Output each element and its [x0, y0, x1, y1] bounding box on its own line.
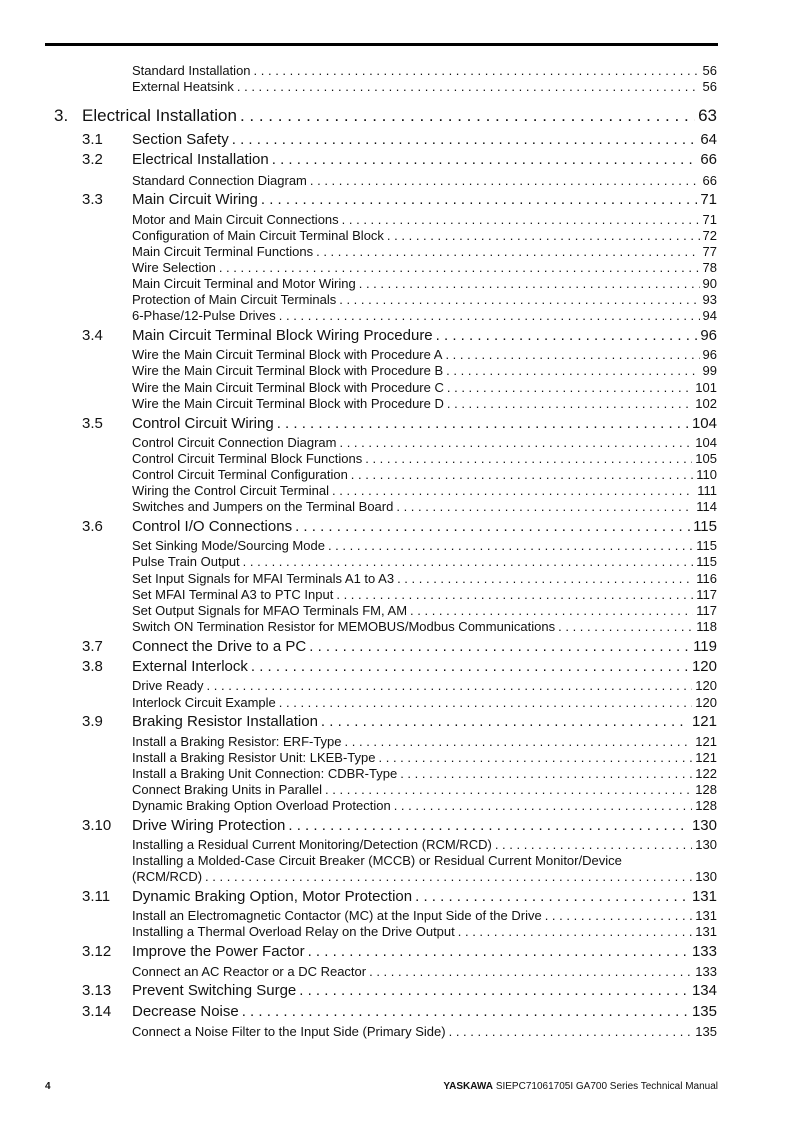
toc-entry-page: 121 [691, 713, 717, 730]
toc-entry-page: 66 [702, 173, 717, 188]
dot-leader [394, 798, 693, 813]
toc-entry-page: 71 [700, 191, 717, 208]
dot-leader [328, 538, 693, 553]
toc-subentry[interactable] [132, 260, 717, 275]
toc-entry-page: 99 [702, 363, 717, 378]
toc-entry-title: Braking Resistor Installation [132, 713, 318, 730]
toc-entry-title: Set Output Signals for MFAO Terminals FM, AM [132, 603, 408, 618]
toc-entry-title: Control Circuit Connection Diagram [132, 435, 337, 450]
toc-entry-page: 56 [702, 79, 717, 94]
toc-subentry[interactable] [132, 837, 717, 852]
toc-entry-page: 78 [702, 260, 717, 275]
toc-subentry[interactable] [132, 782, 717, 797]
toc-subentry[interactable] [132, 363, 717, 378]
section-number: 3.9 [82, 713, 103, 730]
toc-entry-page: 121 [695, 750, 717, 765]
dot-leader [261, 191, 697, 208]
toc-entry-title: Decrease Noise [132, 1003, 239, 1020]
toc-entry-page: 134 [691, 982, 717, 999]
toc-entry-page: 135 [695, 1024, 717, 1039]
dot-leader [232, 131, 698, 148]
toc-section-entry[interactable] [132, 943, 717, 960]
toc-entry-title: Installing a Thermal Overload Relay on the Drive Output [132, 924, 455, 939]
toc-subentry[interactable] [132, 734, 717, 749]
toc-entry-title: Configuration of Main Circuit Terminal Block [132, 228, 384, 243]
toc-subentry[interactable] [132, 292, 717, 307]
toc-subentry[interactable] [132, 1024, 717, 1039]
toc-entry-title: Connect a Noise Filter to the Input Side (Primary Side) [132, 1024, 446, 1039]
dot-leader [458, 924, 693, 939]
toc-entry-title: Electrical Installation [132, 151, 269, 168]
dot-leader [336, 587, 693, 602]
toc-entry-title: Wire Selection [132, 260, 216, 275]
toc-entry-page: 120 [691, 658, 717, 675]
section-number: 3.5 [82, 415, 103, 432]
toc-entry-page: 64 [700, 131, 717, 148]
section-number: 3.13 [82, 982, 112, 999]
toc-entry-page: 66 [700, 151, 717, 168]
section-number: 3.3 [82, 191, 103, 208]
dot-leader [240, 106, 695, 126]
toc-entry-page: 131 [691, 888, 717, 905]
toc-entry-page: 128 [695, 798, 717, 813]
toc-entry-title: Main Circuit Terminal and Motor Wiring [132, 276, 356, 291]
toc-section-entry[interactable] [132, 1003, 717, 1020]
section-number: 3.10 [82, 817, 112, 834]
dot-leader [359, 276, 700, 291]
dot-leader [396, 499, 693, 514]
toc-entry-page: 96 [702, 347, 717, 362]
dot-leader [369, 964, 692, 979]
toc-entry-title: Wire the Main Circuit Terminal Block with Procedure C [132, 380, 444, 395]
dot-leader [387, 228, 700, 243]
toc-entry-page: 90 [702, 276, 717, 291]
toc-section-entry[interactable] [132, 415, 717, 432]
dot-leader [219, 260, 700, 275]
footer-page-number: 4 [45, 1081, 51, 1092]
toc-subentry[interactable] [132, 964, 717, 979]
toc-entry-page: 118 [696, 619, 717, 634]
toc-entry-page: 111 [697, 483, 717, 498]
section-number: 3.7 [82, 638, 103, 655]
toc-entry-title: Protection of Main Circuit Terminals [132, 292, 337, 307]
toc-entry-page: 120 [695, 678, 717, 693]
toc-entry-title: Control Circuit Terminal Block Functions [132, 451, 363, 466]
dot-leader [449, 1024, 693, 1039]
toc-entry-title: Switches and Jumpers on the Terminal Board [132, 499, 394, 514]
toc-subentry[interactable] [132, 483, 717, 498]
toc-subentry[interactable] [132, 276, 717, 291]
toc-entry-page: 72 [702, 228, 717, 243]
dot-leader [400, 766, 692, 781]
toc-subentry[interactable] [132, 619, 717, 634]
toc-subentry[interactable] [132, 380, 717, 395]
toc-subentry-line1[interactable]: Installing a Molded-Case Circuit Breaker (MCCB) or Residual Current Monitor/Device [132, 853, 622, 868]
toc-entry-title: Drive Ready [132, 678, 204, 693]
footer-brand: YASKAWA [443, 1081, 494, 1092]
toc-entry-title: Pulse Train Output [132, 554, 240, 569]
toc-entry-page: 135 [691, 1003, 717, 1020]
toc-subentry[interactable] [132, 212, 717, 227]
dot-leader [436, 327, 698, 344]
toc-subentry[interactable] [132, 554, 717, 569]
toc-subentry[interactable] [132, 571, 717, 586]
toc-entry-title: Connect an AC Reactor or a DC Reactor [132, 964, 367, 979]
dot-leader [447, 380, 692, 395]
dot-leader [309, 638, 690, 655]
toc-entry-title: Section Safety [132, 131, 229, 148]
toc-entry-page: 93 [702, 292, 717, 307]
toc-section-entry[interactable] [132, 982, 717, 999]
dot-leader [325, 782, 692, 797]
dot-leader [351, 467, 693, 482]
toc-subentry[interactable] [132, 908, 717, 923]
toc-entry-title: Electrical Installation [82, 106, 237, 125]
dot-leader [254, 63, 700, 78]
dot-leader [447, 396, 692, 411]
dot-leader [345, 734, 693, 749]
toc-section-entry[interactable] [132, 658, 717, 675]
toc-entry-title: Install a Braking Resistor: ERF-Type [132, 734, 342, 749]
toc-entry-page: 96 [700, 327, 717, 344]
dot-leader [295, 518, 690, 535]
footer-manual-title [443, 1081, 718, 1092]
toc-entry-page: 101 [695, 380, 717, 395]
toc-entry-title: External Heatsink [132, 79, 234, 94]
toc-entry-title: Install a Braking Resistor Unit: LKEB-Type [132, 750, 376, 765]
toc-subentry[interactable] [132, 678, 717, 693]
dot-leader [332, 483, 694, 498]
toc-entry-page: 56 [702, 63, 717, 78]
toc-entry-page: 131 [695, 924, 717, 939]
toc-entry-page: 130 [691, 817, 717, 834]
toc-entry-title: Connect Braking Units in Parallel [132, 782, 323, 797]
toc-subentry[interactable] [132, 499, 717, 514]
toc-entry-page: 71 [702, 212, 717, 227]
toc-section-entry[interactable] [132, 151, 717, 168]
toc-entry-title: Prevent Switching Surge [132, 982, 297, 999]
toc-entry-page: 130 [695, 869, 717, 884]
section-number: 3.8 [82, 658, 103, 675]
toc-subentry[interactable] [132, 173, 717, 188]
toc-subentry[interactable] [132, 798, 717, 813]
toc-entry-page: 105 [695, 451, 717, 466]
toc-entry-title: Main Circuit Terminal Functions [132, 244, 314, 259]
toc-section-entry[interactable] [132, 817, 717, 834]
toc-subentry[interactable] [132, 228, 717, 243]
toc-entry-title: Wiring the Control Circuit Terminal [132, 483, 329, 498]
toc-section-entry[interactable] [132, 131, 717, 148]
section-number: 3.2 [82, 151, 103, 168]
dot-leader [316, 244, 699, 259]
toc-entry-page: 122 [695, 766, 717, 781]
toc-entry-title: Dynamic Braking Option, Motor Protection [132, 888, 413, 905]
section-number: 3.12 [82, 943, 112, 960]
dot-leader [410, 603, 693, 618]
header-rule [45, 43, 718, 46]
chapter-number: 3. [54, 106, 69, 125]
toc-entry-title: Standard Installation [132, 63, 251, 78]
section-number: 3.11 [82, 888, 111, 905]
section-number: 3.6 [82, 518, 103, 535]
toc-subentry[interactable] [132, 63, 717, 78]
toc-entry-page: 133 [691, 943, 717, 960]
dot-leader [339, 292, 699, 307]
toc-subentry[interactable] [132, 538, 717, 553]
section-number: 3.1 [82, 131, 103, 148]
toc-entry-title: Interlock Circuit Example [132, 695, 276, 710]
toc-entry-title: Main Circuit Terminal Block Wiring Procedure [132, 327, 433, 344]
toc-section-entry[interactable] [132, 191, 717, 208]
dot-leader [272, 151, 698, 168]
toc-subentry[interactable] [132, 750, 717, 765]
dot-leader [207, 678, 693, 693]
toc-entry-page: 115 [696, 554, 717, 569]
dot-leader [446, 363, 699, 378]
dot-leader [277, 415, 689, 432]
toc-entry-page: 115 [696, 538, 717, 553]
toc-subentry[interactable] [132, 467, 717, 482]
dot-leader [495, 837, 692, 852]
dot-leader [545, 908, 693, 923]
toc-entry-title: Dynamic Braking Option Overload Protection [132, 798, 391, 813]
toc-subentry[interactable] [132, 695, 717, 710]
toc-entry-page: 120 [695, 695, 717, 710]
toc-section-entry[interactable] [132, 713, 717, 730]
toc-entry-title: Wire the Main Circuit Terminal Block with Procedure B [132, 363, 444, 378]
toc-entry-page: 104 [695, 435, 717, 450]
dot-leader [288, 817, 689, 834]
toc-entry-page: 121 [695, 734, 717, 749]
dot-leader [242, 1003, 689, 1020]
toc-entry-page: 117 [696, 603, 717, 618]
dot-leader [279, 695, 693, 710]
toc-subentry[interactable] [132, 766, 717, 781]
toc-entry-page: 130 [695, 837, 717, 852]
toc-subentry[interactable] [132, 308, 717, 323]
toc-entry-page: 119 [693, 638, 717, 655]
toc-entry-title: 6-Phase/12-Pulse Drives [132, 308, 276, 323]
toc-subentry[interactable] [132, 396, 717, 411]
toc-section-entry[interactable] [132, 518, 717, 535]
toc-subentry[interactable] [132, 587, 717, 602]
dot-leader [415, 888, 689, 905]
toc-subentry[interactable] [132, 869, 717, 884]
toc-section-entry[interactable] [132, 888, 717, 905]
toc-subentry[interactable] [132, 603, 717, 618]
toc-entry-title: Installing a Residual Current Monitoring/Detection (RCM/RCD) [132, 837, 492, 852]
toc-entry-page: 133 [695, 964, 717, 979]
toc-section-entry[interactable] [132, 638, 717, 655]
toc-subentry[interactable] [132, 451, 717, 466]
toc-entry-page: 117 [696, 587, 717, 602]
dot-leader [251, 658, 689, 675]
toc-entry-title: Standard Connection Diagram [132, 173, 307, 188]
toc-entry-title: Install an Electromagnetic Contactor (MC) at the Input Side of the Drive [132, 908, 542, 923]
toc-entry-title: Install a Braking Unit Connection: CDBR-Type [132, 766, 398, 781]
toc-entry-title: Improve the Power Factor [132, 943, 305, 960]
toc-entry-title: Motor and Main Circuit Connections [132, 212, 339, 227]
footer-manual-name: SIEPC71061705I GA700 Series Technical Manual [495, 1081, 718, 1092]
toc-entry-page: 63 [698, 106, 717, 125]
toc-entry-page: 102 [695, 396, 717, 411]
dot-leader [365, 451, 692, 466]
toc-entry-title: Control I/O Connections [132, 518, 293, 535]
toc-entry-title: Main Circuit Wiring [132, 191, 258, 208]
dot-leader [279, 308, 700, 323]
toc-subentry[interactable] [132, 244, 717, 259]
toc-entry-title: External Interlock [132, 658, 248, 675]
toc-entry-title: Connect the Drive to a PC [132, 638, 307, 655]
dot-leader [310, 173, 700, 188]
toc-entry-page: 77 [702, 244, 717, 259]
dot-leader [558, 619, 693, 634]
toc-entry-title: (RCM/RCD) [132, 869, 203, 884]
dot-leader [205, 869, 692, 884]
toc-section-entry[interactable] [132, 327, 717, 344]
dot-leader [299, 982, 689, 999]
toc-entry-title: Wire the Main Circuit Terminal Block with Procedure A [132, 347, 443, 362]
toc-entry-page: 104 [691, 415, 717, 432]
toc-entry-title: Set MFAI Terminal A3 to PTC Input [132, 587, 334, 602]
dot-leader [379, 750, 693, 765]
toc-subentry[interactable] [132, 347, 717, 362]
toc-entry-title: Set Sinking Mode/Sourcing Mode [132, 538, 325, 553]
toc-entry-page: 131 [695, 908, 717, 923]
toc-subentry[interactable] [132, 924, 717, 939]
dot-leader [321, 713, 689, 730]
dot-leader [308, 943, 689, 960]
toc-chapter-entry[interactable] [82, 106, 717, 126]
section-number: 3.14 [82, 1003, 112, 1020]
toc-entry-page: 128 [695, 782, 717, 797]
toc-entry-title: Switch ON Termination Resistor for MEMOBUS/Modbus Communications [132, 619, 556, 634]
toc-entry-page: 114 [696, 499, 717, 514]
dot-leader [243, 554, 694, 569]
dot-leader [397, 571, 693, 586]
toc-entry-page: 116 [696, 571, 717, 586]
toc-entry-title: Wire the Main Circuit Terminal Block with Procedure D [132, 396, 444, 411]
toc-subentry[interactable] [132, 435, 717, 450]
section-number: 3.4 [82, 327, 103, 344]
toc-entry-page: 115 [693, 518, 717, 535]
toc-entry-page: 110 [696, 467, 717, 482]
toc-entry-title: Set Input Signals for MFAI Terminals A1 to A3 [132, 571, 395, 586]
dot-leader [339, 435, 692, 450]
toc-entry-title: Drive Wiring Protection [132, 817, 286, 834]
dot-leader [237, 79, 700, 94]
toc-subentry[interactable] [132, 79, 717, 94]
toc-entry-page: 94 [702, 308, 717, 323]
toc-entry-title: Control Circuit Terminal Configuration [132, 467, 348, 482]
dot-leader [342, 212, 700, 227]
dot-leader [445, 347, 699, 362]
toc-entry-title: Control Circuit Wiring [132, 415, 274, 432]
